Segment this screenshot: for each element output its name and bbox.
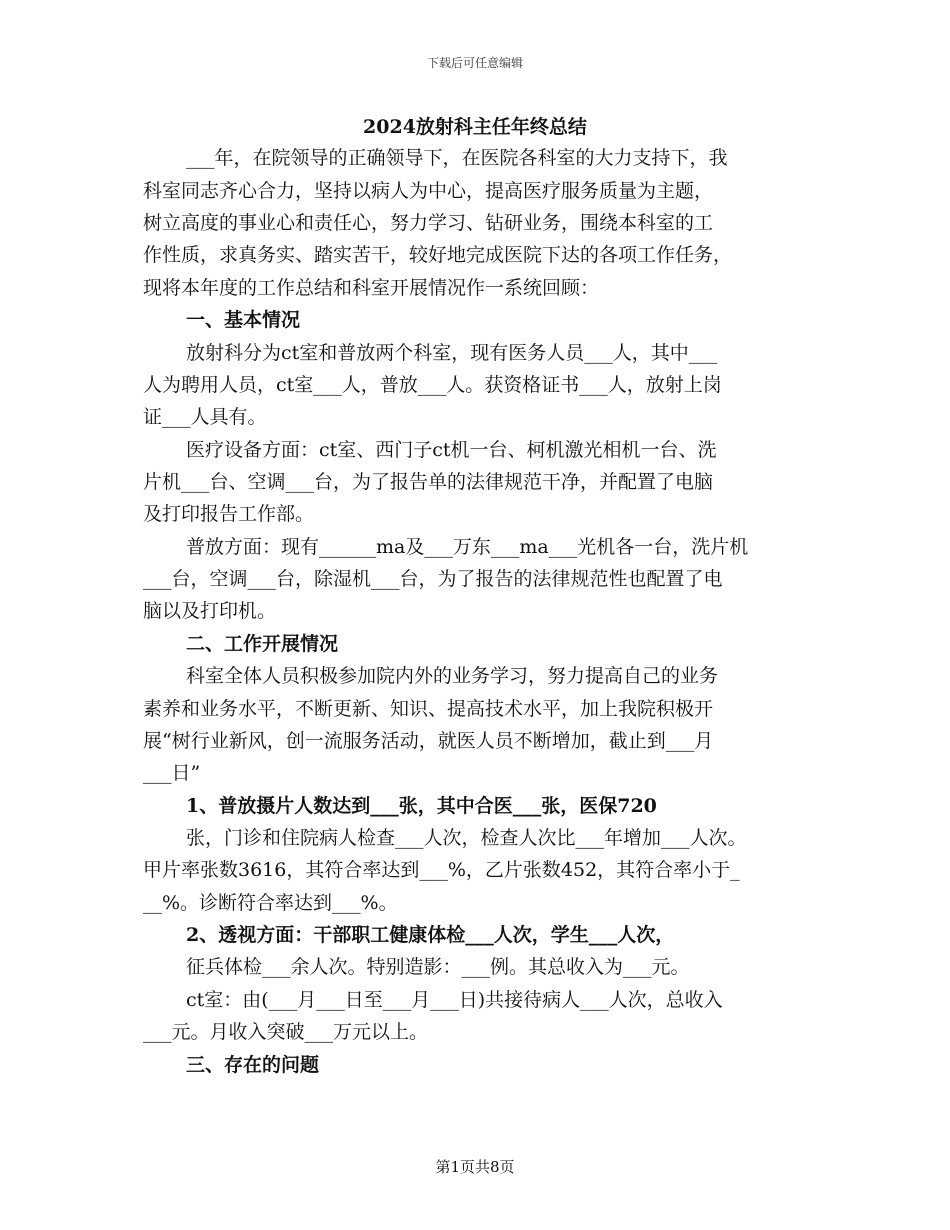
body-line: 素养和业务水平，不断更新、知识、提高技术水平，加上我院积极开 <box>143 698 714 720</box>
body-line: 张，门诊和住院病人检查___人次，检查人次比___年增加___人次。 <box>186 827 747 849</box>
body-line: 脑以及打印机。 <box>143 600 277 622</box>
page-header: 下载后可任意编辑 <box>426 56 523 70</box>
body-line: ___台，空调___台，除湿机___台，为了报告的法律规范性也配置了电 <box>143 568 723 590</box>
body-line: 征兵体检___余人次。特别造影：___例。其总收入为___元。 <box>186 956 690 978</box>
body-line: __%。诊断符合率达到___%。 <box>143 892 398 914</box>
body-line: ct室：由(___月___日至___月___日)共接待病人___人次，总收入 <box>186 989 723 1011</box>
section-heading: 一、基本情况 <box>186 309 301 331</box>
body-line: 科室全体人员积极参加院内外的业务学习，努力提高自己的业务 <box>186 665 719 687</box>
body-line: 树立高度的事业心和责任心，努力学习、钻研业务，围绕本科室的工 <box>143 212 714 234</box>
body-line: 普放方面：现有______ma及___万东___ma___光机各一台，洗片机 <box>186 536 749 558</box>
body-line: 甲片率张数3616，其符合率达到___%，乙片张数452，其符合率小于_ <box>143 859 740 881</box>
body-line: 作性质，求真务实、踏实苦干，较好地完成医院下达的各项工作任务， <box>143 244 733 266</box>
body-line: 现将本年度的工作总结和科室开展情况作一系统回顾： <box>143 277 600 299</box>
page-footer: 第1页共8页 <box>435 1158 515 1176</box>
body-line: 科室同志齐心合力，坚持以病人为中心，提高医疗服务质量为主题， <box>143 180 714 202</box>
subsection-heading: 2、透视方面：干部职工健康体检___人次，学生___人次， <box>186 924 675 946</box>
body-line: 医疗设备方面：ct室、西门子ct机一台、柯机激光相机一台、洗 <box>186 439 717 461</box>
body-line: ___元。月收入突破___万元以上。 <box>143 1021 429 1043</box>
section-heading: 三、存在的问题 <box>186 1054 320 1076</box>
section-heading: 二、工作开展情况 <box>186 633 339 655</box>
body-line: 人为聘用人员，ct室___人，普放___人。获资格证书___人，放射上岗 <box>143 374 722 396</box>
document-title: 2024放射科主任年终总结 <box>363 116 587 138</box>
body-line: 片机___台、空调___台，为了报告单的法律规范干净，并配置了电脑 <box>143 471 714 493</box>
body-line: ___日” <box>143 762 201 784</box>
body-line: 展“树行业新风，创一流服务活动，就医人员不断增加，截止到___月 <box>143 730 714 752</box>
body-line: ___年，在院领导的正确领导下，在医院各科室的大力支持下，我 <box>186 147 728 169</box>
body-line: 放射科分为ct室和普放两个科室，现有医务人员___人，其中___ <box>186 342 718 364</box>
subsection-heading: 1、普放摄片人数达到___张，其中合医___张，医保720 <box>186 795 657 817</box>
body-line: 证___人具有。 <box>143 406 267 428</box>
body-line: 及打印报告工作部。 <box>143 503 315 525</box>
